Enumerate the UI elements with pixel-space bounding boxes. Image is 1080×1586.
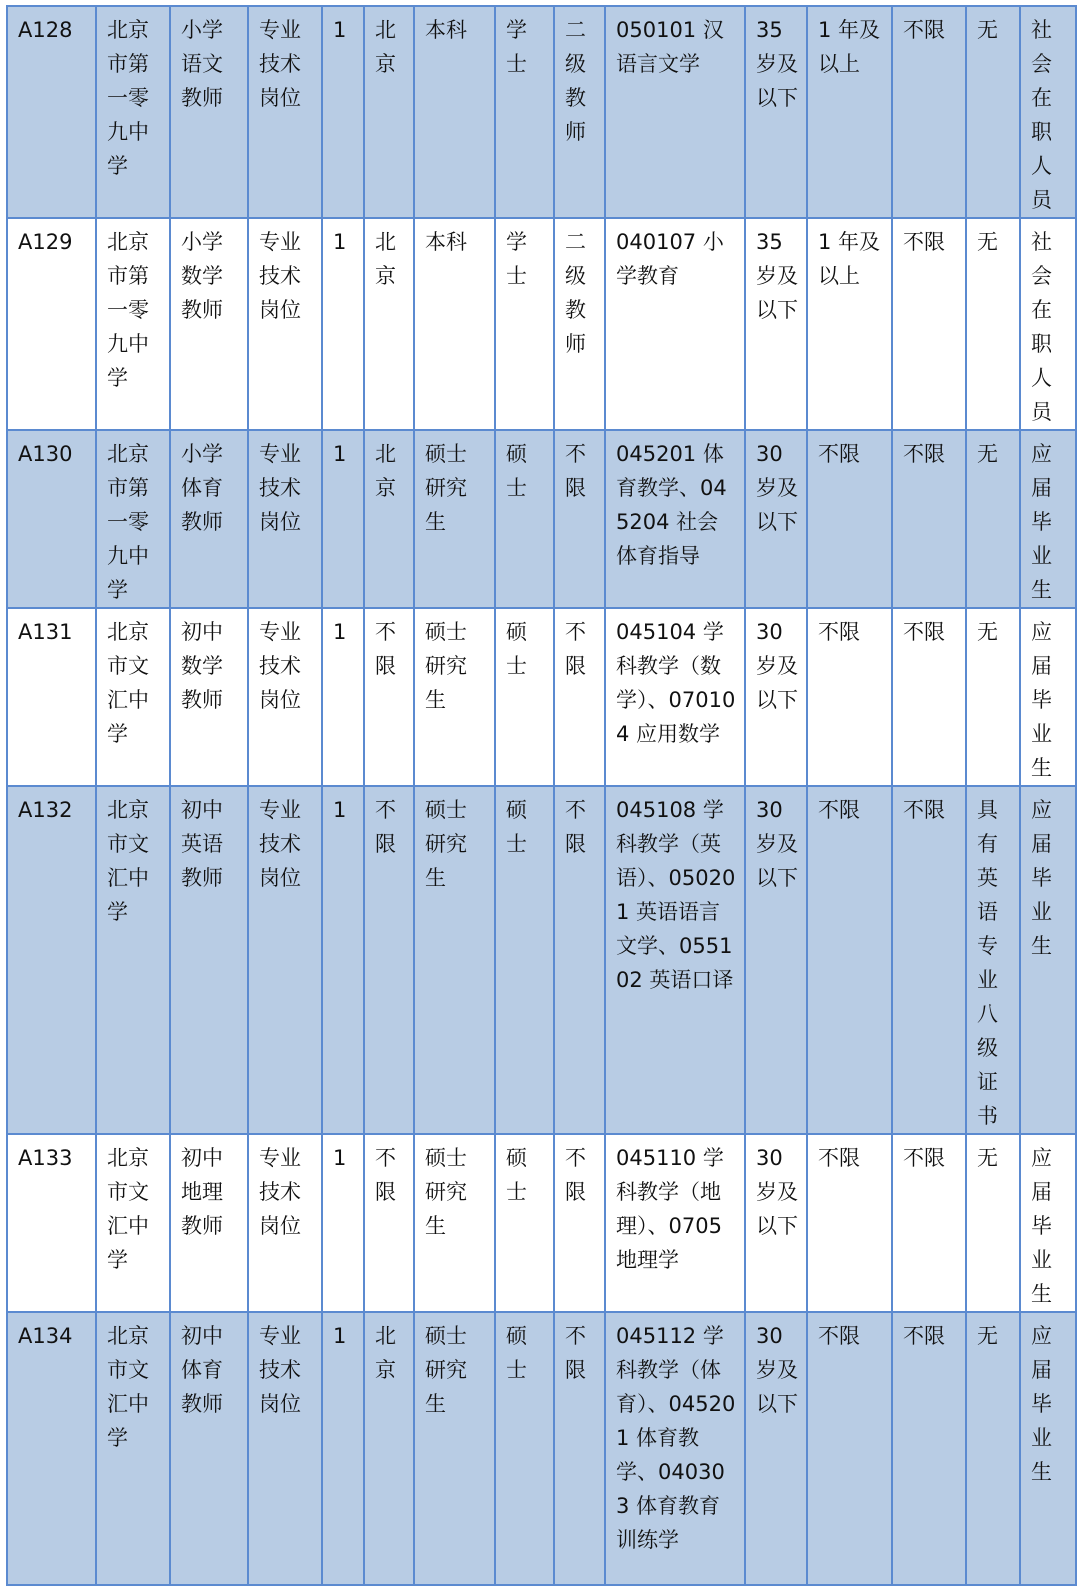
cell-political: 不限 (892, 786, 966, 1134)
cell-quota: 1 (322, 608, 364, 786)
cell-other: 无 (966, 608, 1020, 786)
cell-education: 硕士研究生 (414, 786, 495, 1134)
cell-age: 30 岁及以下 (745, 1312, 807, 1585)
cell-degree: 硕士 (495, 608, 554, 786)
cell-source: 社会在职人员 (1020, 6, 1076, 218)
cell-age: 30 岁及以下 (745, 786, 807, 1134)
cell-degree: 硕士 (495, 1312, 554, 1585)
cell-category: 专业技术岗位 (248, 1312, 322, 1585)
cell-location: 不限 (364, 608, 414, 786)
cell-source: 应届毕业生 (1020, 430, 1076, 608)
cell-education: 本科 (414, 218, 495, 430)
cell-source: 应届毕业生 (1020, 1312, 1076, 1585)
cell-political: 不限 (892, 608, 966, 786)
cell-quota: 1 (322, 6, 364, 218)
cell-degree: 硕士 (495, 1134, 554, 1312)
cell-source: 应届毕业生 (1020, 608, 1076, 786)
cell-employer: 北京市第一零九中学 (96, 6, 170, 218)
cell-location: 北京 (364, 218, 414, 430)
cell-education: 硕士研究生 (414, 608, 495, 786)
cell-experience: 1 年及以上 (807, 6, 892, 218)
cell-age: 35 岁及以下 (745, 6, 807, 218)
cell-employer: 北京市文汇中学 (96, 608, 170, 786)
cell-political: 不限 (892, 1134, 966, 1312)
cell-major: 050101 汉语言文学 (605, 6, 745, 218)
cell-political: 不限 (892, 6, 966, 218)
cell-location: 北京 (364, 1312, 414, 1585)
cell-title-requirement: 不限 (554, 430, 605, 608)
cell-position: 初中体育教师 (170, 1312, 248, 1585)
cell-political: 不限 (892, 218, 966, 430)
cell-category: 专业技术岗位 (248, 1134, 322, 1312)
cell-major: 045112 学科教学（体育）、045201 体育教学、040303 体育教育训练学 (605, 1312, 745, 1585)
table-row (7, 608, 1076, 786)
cell-code: A134 (7, 1312, 96, 1585)
cell-age: 30 岁及以下 (745, 608, 807, 786)
cell-education: 硕士研究生 (414, 1312, 495, 1585)
cell-experience: 1 年及以上 (807, 218, 892, 430)
cell-other: 具有英语专业八级证书 (966, 786, 1020, 1134)
cell-title-requirement: 不限 (554, 1134, 605, 1312)
cell-age: 30 岁及以下 (745, 430, 807, 608)
cell-other: 无 (966, 1312, 1020, 1585)
cell-quota: 1 (322, 218, 364, 430)
cell-title-requirement: 不限 (554, 1312, 605, 1585)
cell-position: 初中英语教师 (170, 786, 248, 1134)
cell-education: 本科 (414, 6, 495, 218)
cell-quota: 1 (322, 1312, 364, 1585)
cell-source: 应届毕业生 (1020, 786, 1076, 1134)
cell-employer: 北京市文汇中学 (96, 1312, 170, 1585)
cell-title-requirement: 不限 (554, 786, 605, 1134)
cell-age: 30 岁及以下 (745, 1134, 807, 1312)
cell-position: 小学数学教师 (170, 218, 248, 430)
cell-quota: 1 (322, 1134, 364, 1312)
cell-code: A130 (7, 430, 96, 608)
cell-other: 无 (966, 430, 1020, 608)
cell-quota: 1 (322, 430, 364, 608)
cell-source: 应届毕业生 (1020, 1134, 1076, 1312)
cell-other: 无 (966, 1134, 1020, 1312)
cell-degree: 学士 (495, 6, 554, 218)
cell-quota: 1 (322, 786, 364, 1134)
table-row (7, 786, 1076, 1134)
cell-category: 专业技术岗位 (248, 218, 322, 430)
cell-code: A129 (7, 218, 96, 430)
cell-location: 不限 (364, 1134, 414, 1312)
cell-experience: 不限 (807, 1312, 892, 1585)
cell-experience: 不限 (807, 430, 892, 608)
table-row (7, 430, 1076, 608)
cell-other: 无 (966, 218, 1020, 430)
cell-location: 不限 (364, 786, 414, 1134)
cell-experience: 不限 (807, 608, 892, 786)
cell-code: A132 (7, 786, 96, 1134)
cell-code: A128 (7, 6, 96, 218)
cell-political: 不限 (892, 430, 966, 608)
cell-employer: 北京市文汇中学 (96, 1134, 170, 1312)
cell-other: 无 (966, 6, 1020, 218)
cell-major: 045201 体育教学、045204 社会体育指导 (605, 430, 745, 608)
cell-major: 045104 学科教学（数学）、070104 应用数学 (605, 608, 745, 786)
cell-major: 045110 学科教学（地理）、0705 地理学 (605, 1134, 745, 1312)
cell-employer: 北京市第一零九中学 (96, 218, 170, 430)
table-row (7, 218, 1076, 430)
cell-location: 北京 (364, 430, 414, 608)
cell-position: 初中数学教师 (170, 608, 248, 786)
cell-age: 35 岁及以下 (745, 218, 807, 430)
cell-experience: 不限 (807, 1134, 892, 1312)
cell-employer: 北京市第一零九中学 (96, 430, 170, 608)
cell-education: 硕士研究生 (414, 1134, 495, 1312)
recruitment-table (6, 5, 1077, 1586)
table-row (7, 1134, 1076, 1312)
cell-position: 小学体育教师 (170, 430, 248, 608)
cell-code: A131 (7, 608, 96, 786)
cell-major: 045108 学科教学（英语）、050201 英语语言文学、055102 英语口译 (605, 786, 745, 1134)
cell-degree: 硕士 (495, 786, 554, 1134)
table-row (7, 6, 1076, 218)
cell-title-requirement: 二级教师 (554, 6, 605, 218)
cell-code: A133 (7, 1134, 96, 1312)
cell-category: 专业技术岗位 (248, 786, 322, 1134)
cell-position: 初中地理教师 (170, 1134, 248, 1312)
cell-title-requirement: 二级教师 (554, 218, 605, 430)
cell-location: 北京 (364, 6, 414, 218)
cell-category: 专业技术岗位 (248, 608, 322, 786)
cell-experience: 不限 (807, 786, 892, 1134)
cell-source: 社会在职人员 (1020, 218, 1076, 430)
cell-position: 小学语文教师 (170, 6, 248, 218)
cell-category: 专业技术岗位 (248, 6, 322, 218)
cell-education: 硕士研究生 (414, 430, 495, 608)
cell-political: 不限 (892, 1312, 966, 1585)
cell-employer: 北京市文汇中学 (96, 786, 170, 1134)
cell-category: 专业技术岗位 (248, 430, 322, 608)
table-row (7, 1312, 1076, 1585)
table-body (7, 6, 1076, 1585)
cell-major: 040107 小学教育 (605, 218, 745, 430)
cell-title-requirement: 不限 (554, 608, 605, 786)
cell-degree: 硕士 (495, 430, 554, 608)
cell-degree: 学士 (495, 218, 554, 430)
